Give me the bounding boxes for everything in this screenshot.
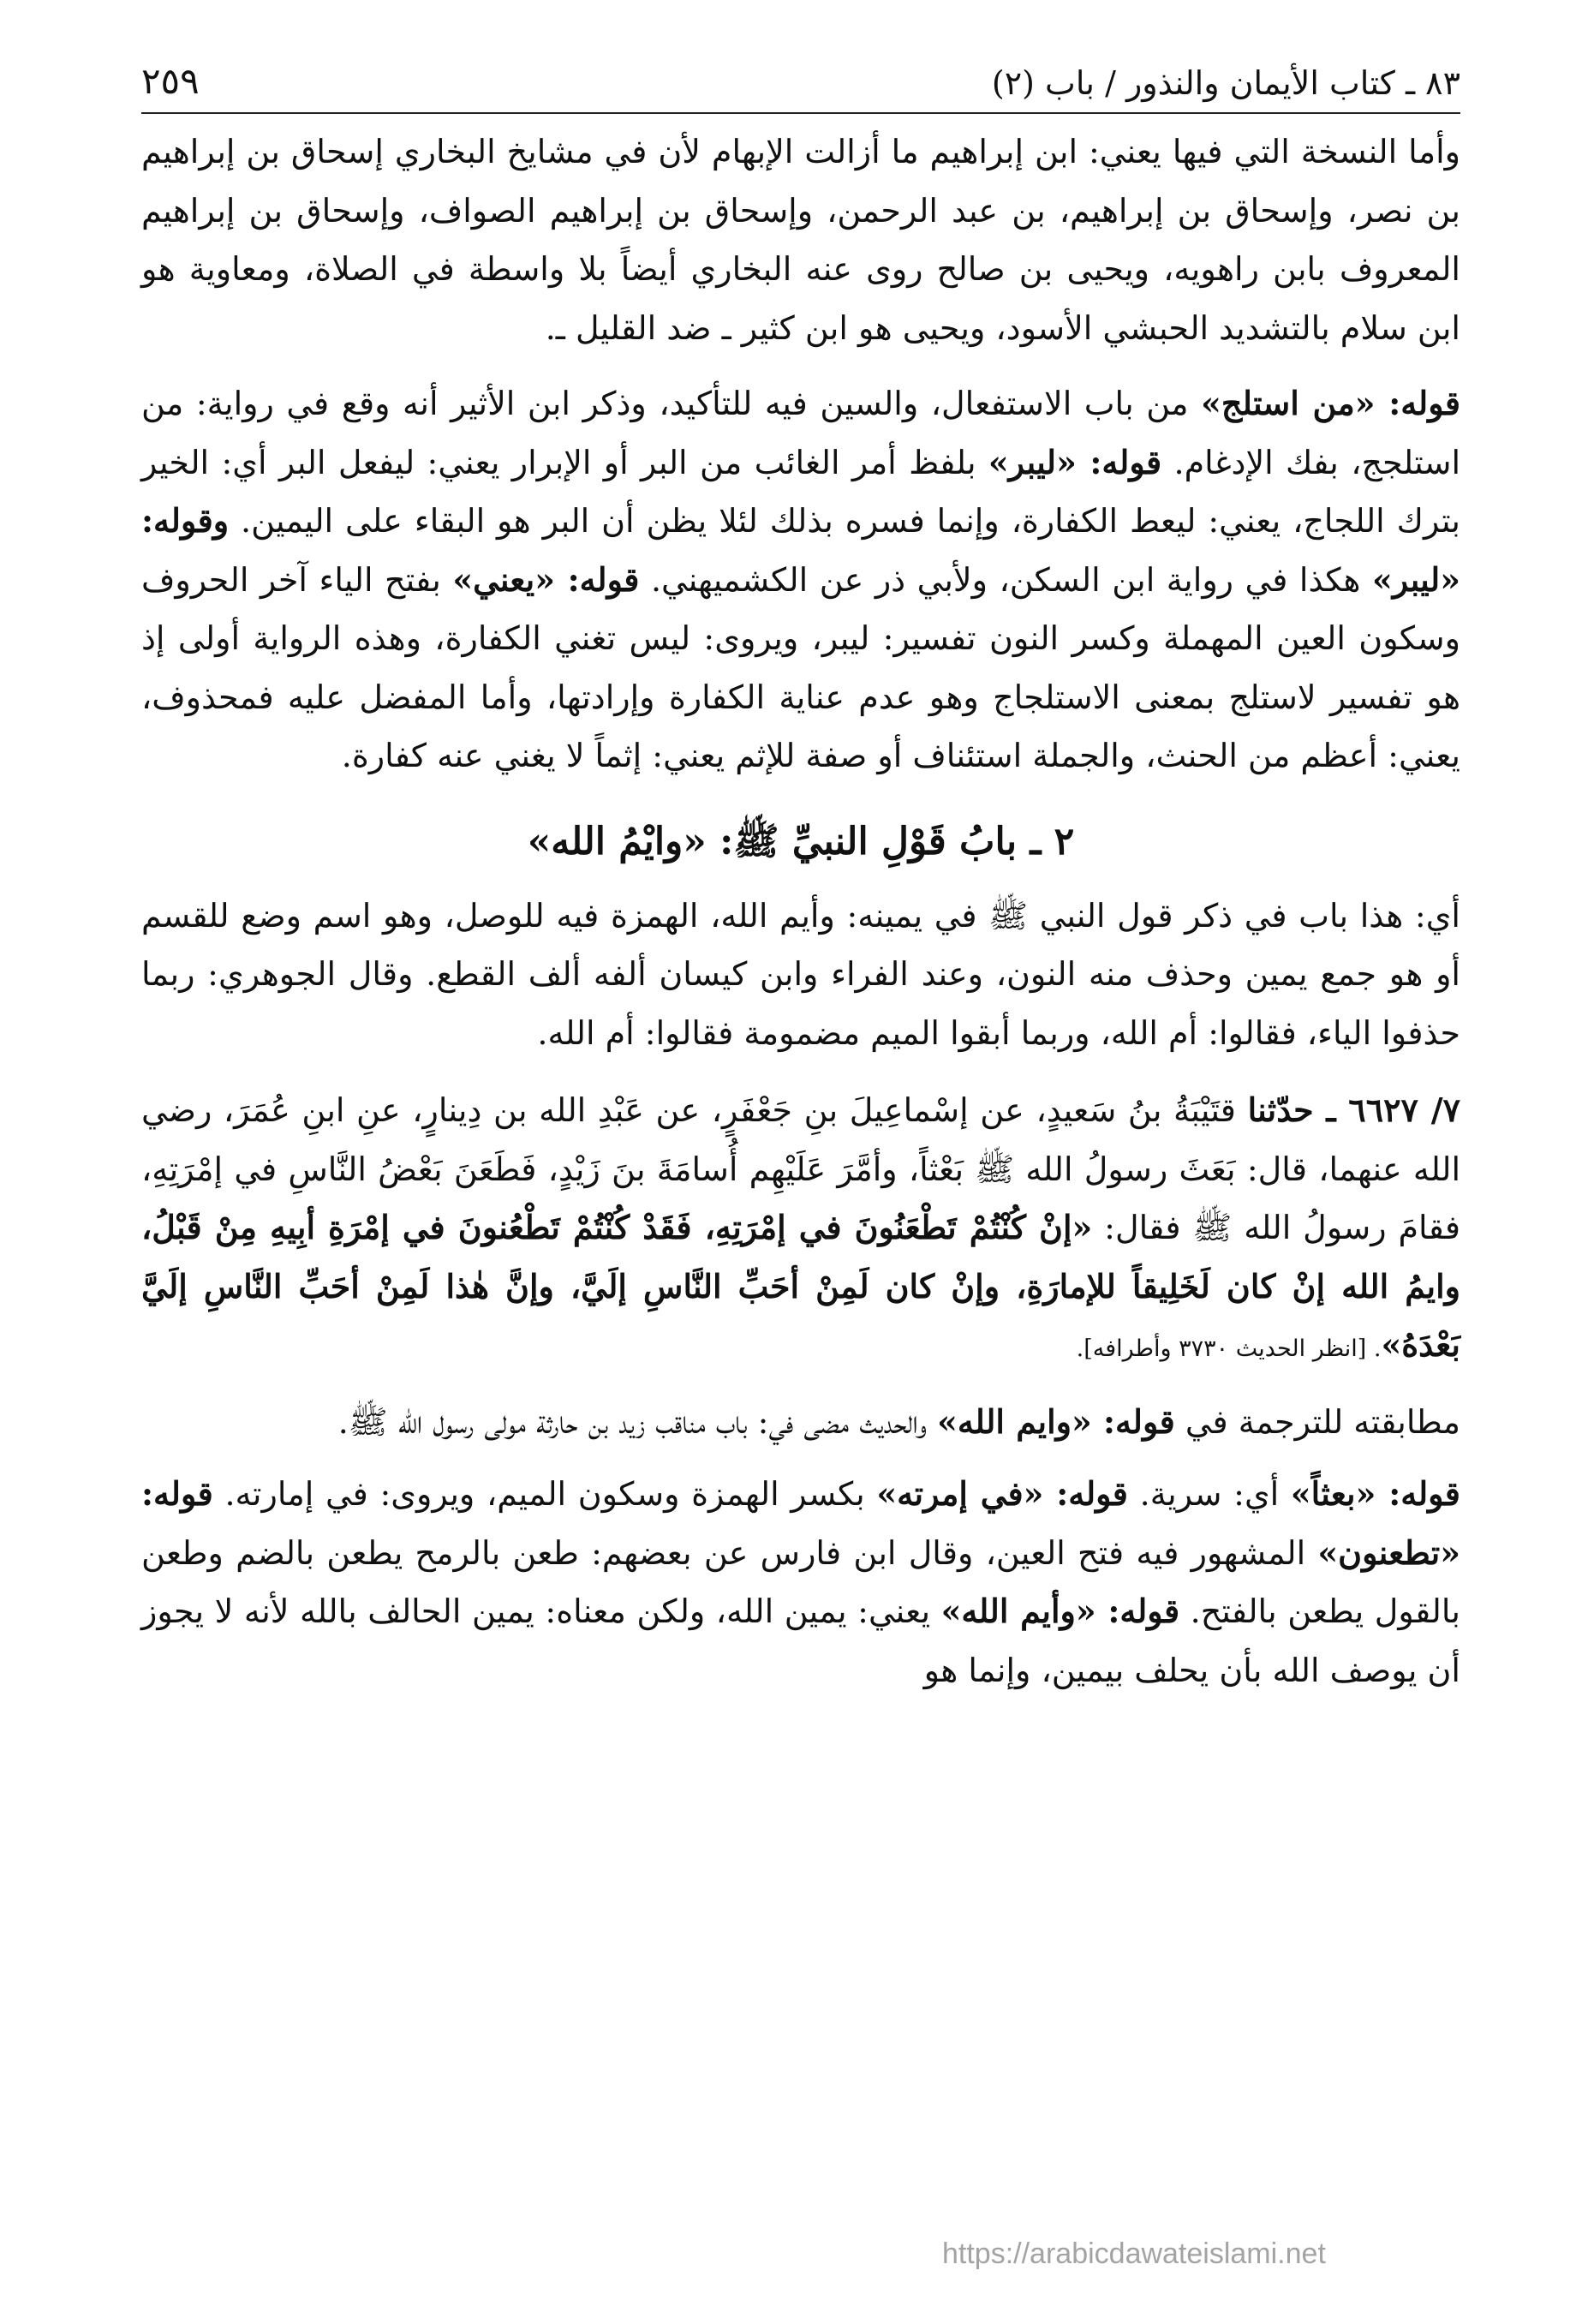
page-number: ٢٥٩ xyxy=(141,60,200,102)
bold-lemma: قوله: «في إمرته» xyxy=(876,1474,1128,1513)
commentary-text: بلفظ أمر الغائب من البر أو الإبرار يعني: ليفعل البر أي: الخير بترك اللجاج، يعني: ليعط الكفارة، وإنما فسره بذلك لئلا يظن أن البر هو البقاء على اليمين. xyxy=(141,443,1460,540)
bold-lemma: قوله: «يعني» xyxy=(452,559,640,599)
running-title: ٨٣ ـ كتاب الأيمان والنذور / باب (٢) xyxy=(991,64,1460,102)
commentary-text: بكسر الهمزة وسكون الميم، ويروى: في إمارته. xyxy=(212,1475,877,1513)
commentary-text: المشهور فيه فتح العين، وقال ابن فارس عن بعضهم: طعن بالرمح يطعن بالضم وطعن بالقول يطعن بالفتح. xyxy=(141,1533,1460,1630)
commentary-text: مطابقته للترجمة في xyxy=(1174,1402,1460,1441)
hadith-quote: «إنْ كُنْتُمْ تَطْعَنُونَ في إمْرَتِهِ، فَقَدْ كُنْتُمْ تَطْعُنونَ في إمْرَةِ أبِيهِ مِنْ قَبْلُ، وايمُ الله إنْ كان لَخَلِيقاً للإمارَةِ، وإنْ كان لَمِنْ أحَبِّ النَّاسِ إلَيَّ، وإنَّ هٰذا لَمِنْ أحَبِّ النَّاسِ إلَيَّ بَعْدَهُ» xyxy=(141,1208,1460,1364)
commentary-text: أي: سرية. xyxy=(1127,1475,1291,1513)
bold-lemma: قوله: «ليبر» xyxy=(988,442,1162,481)
haddathana: حدّثنا xyxy=(1247,1090,1314,1129)
bold-lemma: قوله: «وأيم الله» xyxy=(940,1592,1180,1630)
paragraph-commentary xyxy=(141,374,1460,786)
watermark-url: https://arabicdawateislami.net xyxy=(942,2237,1326,2270)
paragraph-word-notes xyxy=(141,1465,1460,1700)
paragraph-chapter-explanation: أي: هذا باب في ذكر قول النبي ﷺ في يمينه: وأيم الله، الهمزة فيه للوصل، وهو اسم وضع للقسم أو هو جمع يمين وحذف منه النون، وعند الفراء وابن كيسان ألفه ألف القطع. وقال الجوهري: ربما حذفوا الياء، فقالوا: أم الله، وربما أبقوا الميم مضمومة فقالوا: أم الله. xyxy=(141,896,1460,1052)
paragraph-correspondence xyxy=(141,1393,1460,1452)
bold-lemma: قوله: «تطعنون» xyxy=(141,1474,1460,1572)
bold-lemma: قوله: «بعثاً» xyxy=(1290,1474,1460,1513)
bold-lemma: وقوله: «ليبر» xyxy=(141,501,1460,599)
hadith-number: ٧/ ٦٦٢٧ ـ xyxy=(1313,1090,1460,1129)
commentary-text: يعني: يمين الله، ولكن معناه: يمين الحالف بالله لأنه لا يجوز أن يوصف الله بأن يحلف بيمين، وإنما هو xyxy=(141,1592,1460,1689)
bold-lemma: قوله: «وايم الله» xyxy=(937,1401,1175,1441)
chapter-title: ٢ ـ بابُ قَوْلِ النبيِّ ﷺ: «وايْمُ الله» xyxy=(527,819,1075,863)
running-header xyxy=(141,60,1460,114)
hadith-cross-reference: . [انظر الحديث ٣٧٣٠ وأطرافه]. xyxy=(1076,1335,1382,1362)
hadith-isnad: قتَيْبَةُ بنُ سَعيدٍ، عن إسْماعِيلَ بنِ جَعْفَرٍ، عن عَبْدِ الله بن دِينارٍ، عنِ ابنِ عُمَرَ، رضي الله عنهما، قال: بَعَثَ رسولُ الله ﷺ بَعْثاً، وأمَّرَ عَلَيْهِم أُسامَةَ بنَ زَيْدٍ، فَطَعَنَ بَعْضُ النَّاسِ في إمْرَتِهِ، فقامَ رسولُ الله ﷺ فقال: xyxy=(141,1091,1460,1246)
commentary-text: بفتح الياء آخر الحروف وسكون العين المهملة وكسر النون تفسير: ليبر، ويروى: ليس تغني الكفارة، وهذه الرواية أولى إذ هو تفسير لاستلج بمعنى الاستلجاج وهو عدم عناية الكفارة وإرادتها، وأما المفضل عليه فمحذوف، يعني: أعظم من الحنث، والجملة استئناف أو صفة للإثم يعني: إثماً لا يغني عنه كفارة. xyxy=(141,560,1460,774)
bold-lemma: قوله: «من استلج» xyxy=(1201,384,1460,422)
book-page xyxy=(141,60,1460,1700)
commentary-text: هكذا في رواية ابن السكن، ولأبي ذر عن الكشميهني. xyxy=(639,560,1372,599)
paragraph-isnad-notes: وأما النسخة التي فيها يعني: ابن إبراهيم ما أزالت الإبهام لأن في مشايخ البخاري إسحاق بن إبراهيم بن نصر، وإسحاق بن إبراهيم، بن عبد الرحمن، وإسحاق بن إبراهيم الصواف، وإسحاق بن إبراهيم المعروف بابن راهويه، ويحيى بن صالح روى عنه البخاري أيضاً بلا واسطة في الصلاة، ومعاوية هو ابن سلام بالتشديد الحبشي الأسود، ويحيى هو ابن كثير ـ ضد القليل ـ. xyxy=(141,133,1460,347)
paragraph-hadith xyxy=(141,1081,1460,1379)
commentary-text: والحديث مضى في: باب مناقب زيد بن حارثة مولى رسول الله ﷺ. xyxy=(337,1402,938,1441)
commentary-text: من باب الاستفعال، والسين فيه للتأكيد، وذكر ابن الأثير أنه وقع في رواية: من استلجج، بفك الإدغام. xyxy=(141,385,1461,481)
